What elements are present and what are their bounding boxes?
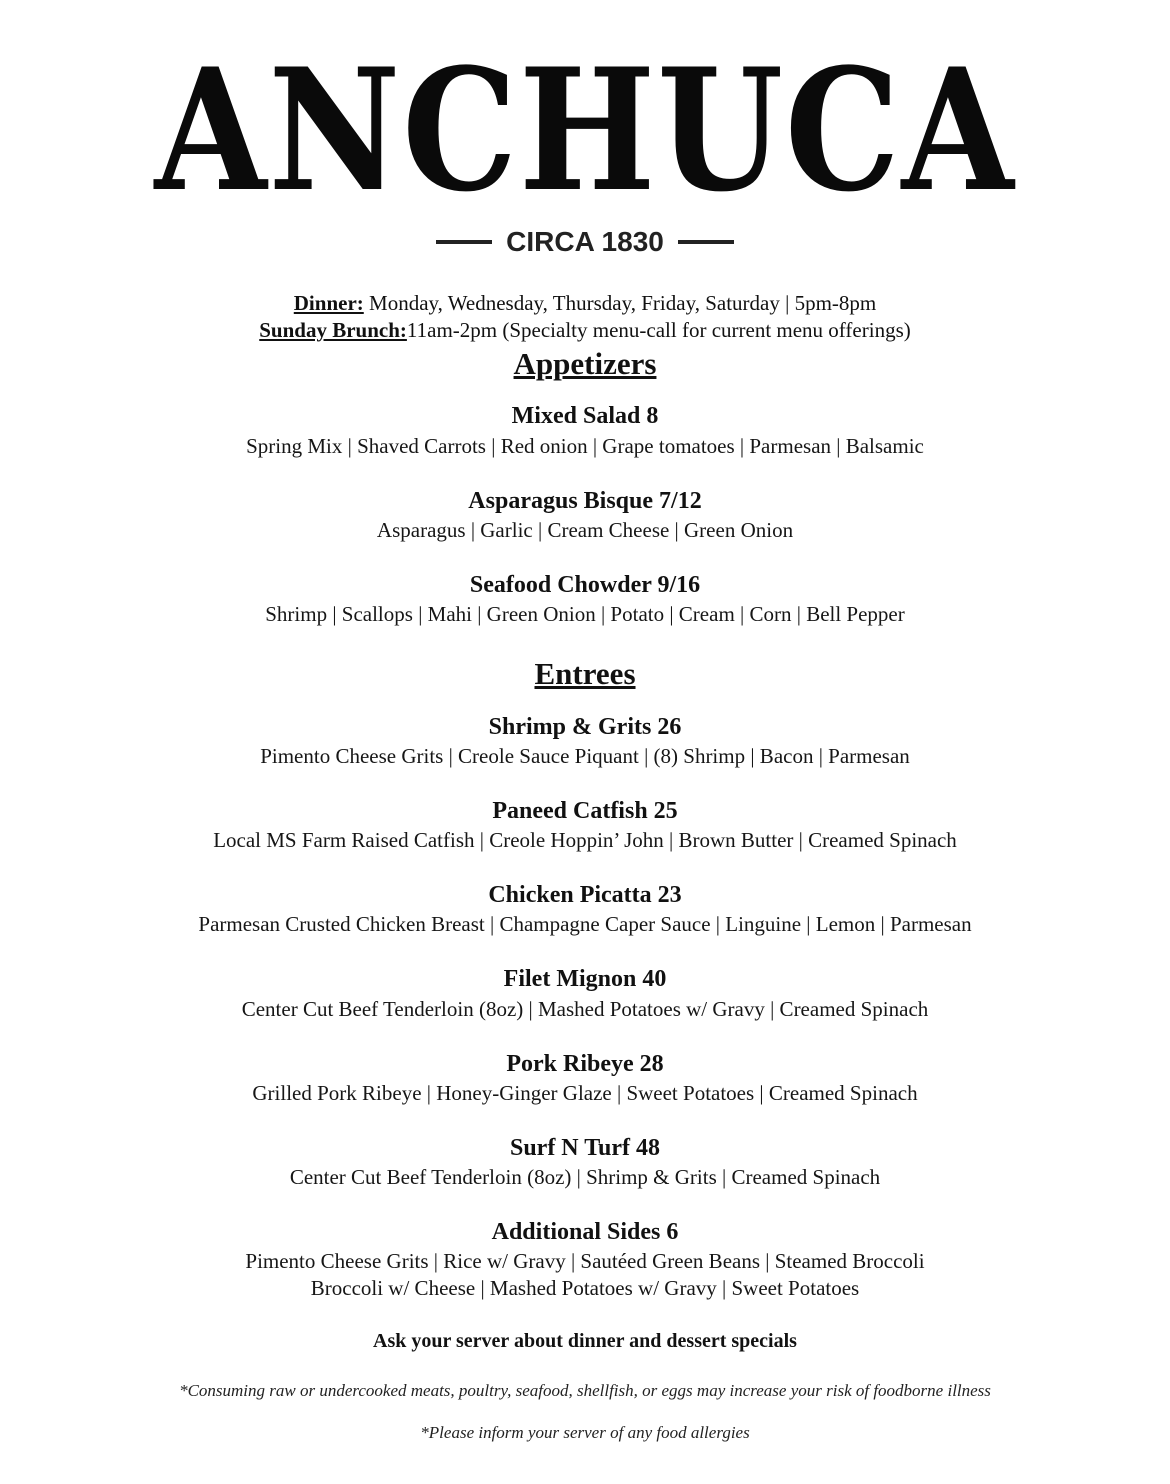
sides-line-2: Broccoli w/ Cheese | Mashed Potatoes w/ Gravy | Sweet Potatoes: [310, 1276, 860, 1300]
menu-item-title: Mixed Salad 8: [511, 403, 659, 429]
sides-title: Additional Sides 6: [491, 1219, 679, 1245]
brunch-label: Sunday Brunch:: [259, 318, 407, 342]
menu-item-title: Chicken Picatta 23: [488, 882, 682, 908]
dinner-text: Monday, Wednesday, Thursday, Friday, Saturday | 5pm-8pm: [363, 291, 877, 315]
menu-item-description: Parmesan Crusted Chicken Breast | Champagne Caper Sauce | Linguine | Lemon | Parmesan: [198, 912, 972, 936]
menu-item-title: Seafood Chowder 9/16: [469, 572, 701, 598]
menu-item-description: Local MS Farm Raised Catfish | Creole Hoppin’ John | Brown Butter | Creamed Spinach: [213, 828, 957, 852]
menu-item-title: Shrimp & Grits 26: [488, 714, 682, 740]
menu-item-description: Center Cut Beef Tenderloin (8oz) | Mashed Potatoes w/ Gravy | Creamed Spinach: [241, 997, 929, 1021]
dinner-label: Dinner:: [293, 291, 364, 315]
brunch-hours: [0, 317, 1170, 343]
dinner-hours: [0, 290, 1170, 316]
menu-item-description: Asparagus | Garlic | Cream Cheese | Green Onion: [376, 518, 794, 542]
entrees-heading: Entrees: [534, 656, 636, 691]
circa-left-rule: [436, 240, 492, 244]
allergy-note: *Please inform your server of any food allergies: [420, 1423, 750, 1442]
brunch-text: 11am-2pm (Specialty menu-call for current menu offerings): [406, 318, 911, 342]
menu-item-description: Grilled Pork Ribeye | Honey-Ginger Glaze | Sweet Potatoes | Creamed Spinach: [252, 1081, 918, 1105]
menu-item-title: Filet Mignon 40: [503, 966, 667, 992]
menu-item-description: Center Cut Beef Tenderloin (8oz) | Shrimp & Grits | Creamed Spinach: [289, 1165, 881, 1189]
menu-item-description: Pimento Cheese Grits | Creole Sauce Piquant | (8) Shrimp | Bacon | Parmesan: [260, 744, 910, 768]
raw-food-warning: *Consuming raw or undercooked meats, poultry, seafood, shellfish, or eggs may increase your risk of foodborne illness: [179, 1381, 991, 1400]
menu-item-title: Surf N Turf 48: [509, 1135, 661, 1161]
circa-right-rule: [678, 240, 734, 244]
anchuca-logo: ANCHUCA: [154, 31, 1016, 229]
sides-line-1: Pimento Cheese Grits | Rice w/ Gravy | Sautéed Green Beans | Steamed Broccoli: [245, 1249, 925, 1273]
menu-item-description: Spring Mix | Shaved Carrots | Red onion | Grape tomatoes | Parmesan | Balsamic: [246, 434, 924, 458]
menu-item-title: Asparagus Bisque 7/12: [468, 488, 702, 514]
menu-item-title: Paneed Catfish 25: [492, 798, 678, 824]
circa-text: CIRCA 1830: [506, 226, 664, 257]
specials-note: Ask your server about dinner and dessert specials: [373, 1330, 797, 1352]
circa-tagline: [0, 222, 1170, 262]
menu-item-description: Shrimp | Scallops | Mahi | Green Onion | Potato | Cream | Corn | Bell Pepper: [265, 602, 905, 626]
menu-item-title: Pork Ribeye 28: [506, 1051, 664, 1077]
appetizers-heading: Appetizers: [513, 346, 657, 381]
